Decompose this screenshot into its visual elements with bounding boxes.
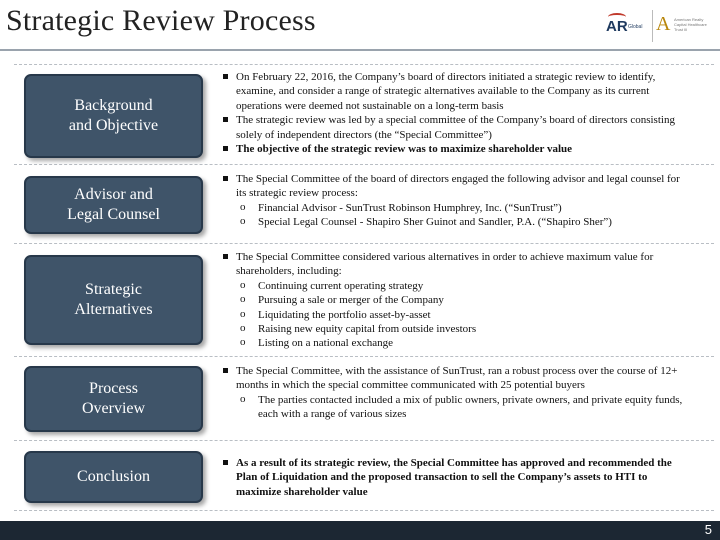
section-label-conclusion	[24, 451, 203, 503]
section-divider	[14, 243, 714, 244]
section-content-conclusion	[222, 456, 692, 499]
logo-divider	[652, 10, 653, 42]
section-label-line: Overview	[81, 400, 146, 417]
section-label-line: Process	[89, 380, 138, 397]
sub-bullet-item: o Financial Advisor - SunTrust Robinson Humphrey, Inc. (“SunTrust”)	[222, 201, 692, 215]
bullet-item: The strategic review was led by a special committee of the Company’s board of directors consisting solely of independent directors (the “Special Committee”)	[222, 113, 692, 142]
sub-bullet-item: o Liquidating the portfolio asset-by-asset	[222, 308, 692, 322]
section-label-line: Conclusion	[77, 468, 150, 485]
sub-bullet-item: o Continuing current operating strategy	[222, 279, 692, 293]
section-divider	[14, 440, 714, 441]
section-content-process	[222, 364, 692, 422]
sub-bullet-item: o Pursuing a sale or merger of the Company	[222, 293, 692, 307]
bullet-item: The Special Committee of the board of directors engaged the following advisor and legal counsel for its strategic review process:	[222, 172, 692, 201]
logo-ar-text: AR	[606, 18, 628, 35]
sub-bullet-item: o Special Legal Counsel - Shapiro Sher Guinot and Sandler, P.A. (“Shapiro Sher”)	[222, 215, 692, 229]
section-content-advisor	[222, 172, 692, 230]
section-label-line: Background	[74, 97, 153, 114]
section-label-advisor	[24, 176, 203, 234]
footer-bar	[0, 521, 720, 540]
bullet-item: The objective of the strategic review was to maximize shareholder value	[222, 142, 692, 156]
sub-bullet-item: o The parties contacted included a mix of public owners, private owners, and private equity funds, each with a range of various sizes	[222, 393, 692, 422]
bullet-item: The Special Committee, with the assistance of SunTrust, ran a robust process over the course of 12+ months in which the special committee communicated with 25 potential buyers	[222, 364, 692, 393]
section-label-line: Alternatives	[74, 301, 153, 318]
section-divider	[14, 510, 714, 511]
section-label-line: Advisor and	[74, 186, 153, 203]
sub-bullet-item: o Listing on a national exchange	[222, 336, 692, 350]
section-label-process	[24, 366, 203, 432]
page-number: 5	[704, 522, 712, 537]
logo-second-mark: A	[656, 13, 671, 35]
bullet-item: On February 22, 2016, the Company’s board of directors initiated a strategic review to identify, examine, and consider a range of strategic alternatives available to the Company as its current operations were deemed not sustainable on a long-term basis	[222, 70, 692, 113]
section-divider	[14, 64, 714, 65]
section-label-line: Strategic	[85, 281, 142, 298]
logo-global-text: Global	[628, 24, 643, 30]
logo-tagline: American Realty Capital Healthcare Trust III	[674, 17, 707, 32]
bullet-item: The Special Committee considered various alternatives in order to achieve maximum value for shareholders, including:	[222, 250, 692, 279]
section-label-background	[24, 74, 203, 158]
section-content-strategic	[222, 250, 692, 351]
page-title: Strategic Review Process	[6, 4, 316, 37]
section-divider	[14, 356, 714, 357]
section-divider	[14, 164, 714, 165]
section-label-strategic	[24, 255, 203, 345]
section-content-background	[222, 70, 692, 156]
header-rule	[0, 49, 720, 51]
company-logo	[606, 8, 706, 44]
section-label-line: and Objective	[68, 117, 159, 134]
section-label-line: Legal Counsel	[67, 206, 160, 223]
bullet-item: As a result of its strategic review, the Special Committee has approved and recommended the Plan of Liquidation and the proposed transaction to sell the Company’s assets to HTI to maximize shareholder value	[222, 456, 692, 499]
sub-bullet-item: o Raising new equity capital from outside investors	[222, 322, 692, 336]
